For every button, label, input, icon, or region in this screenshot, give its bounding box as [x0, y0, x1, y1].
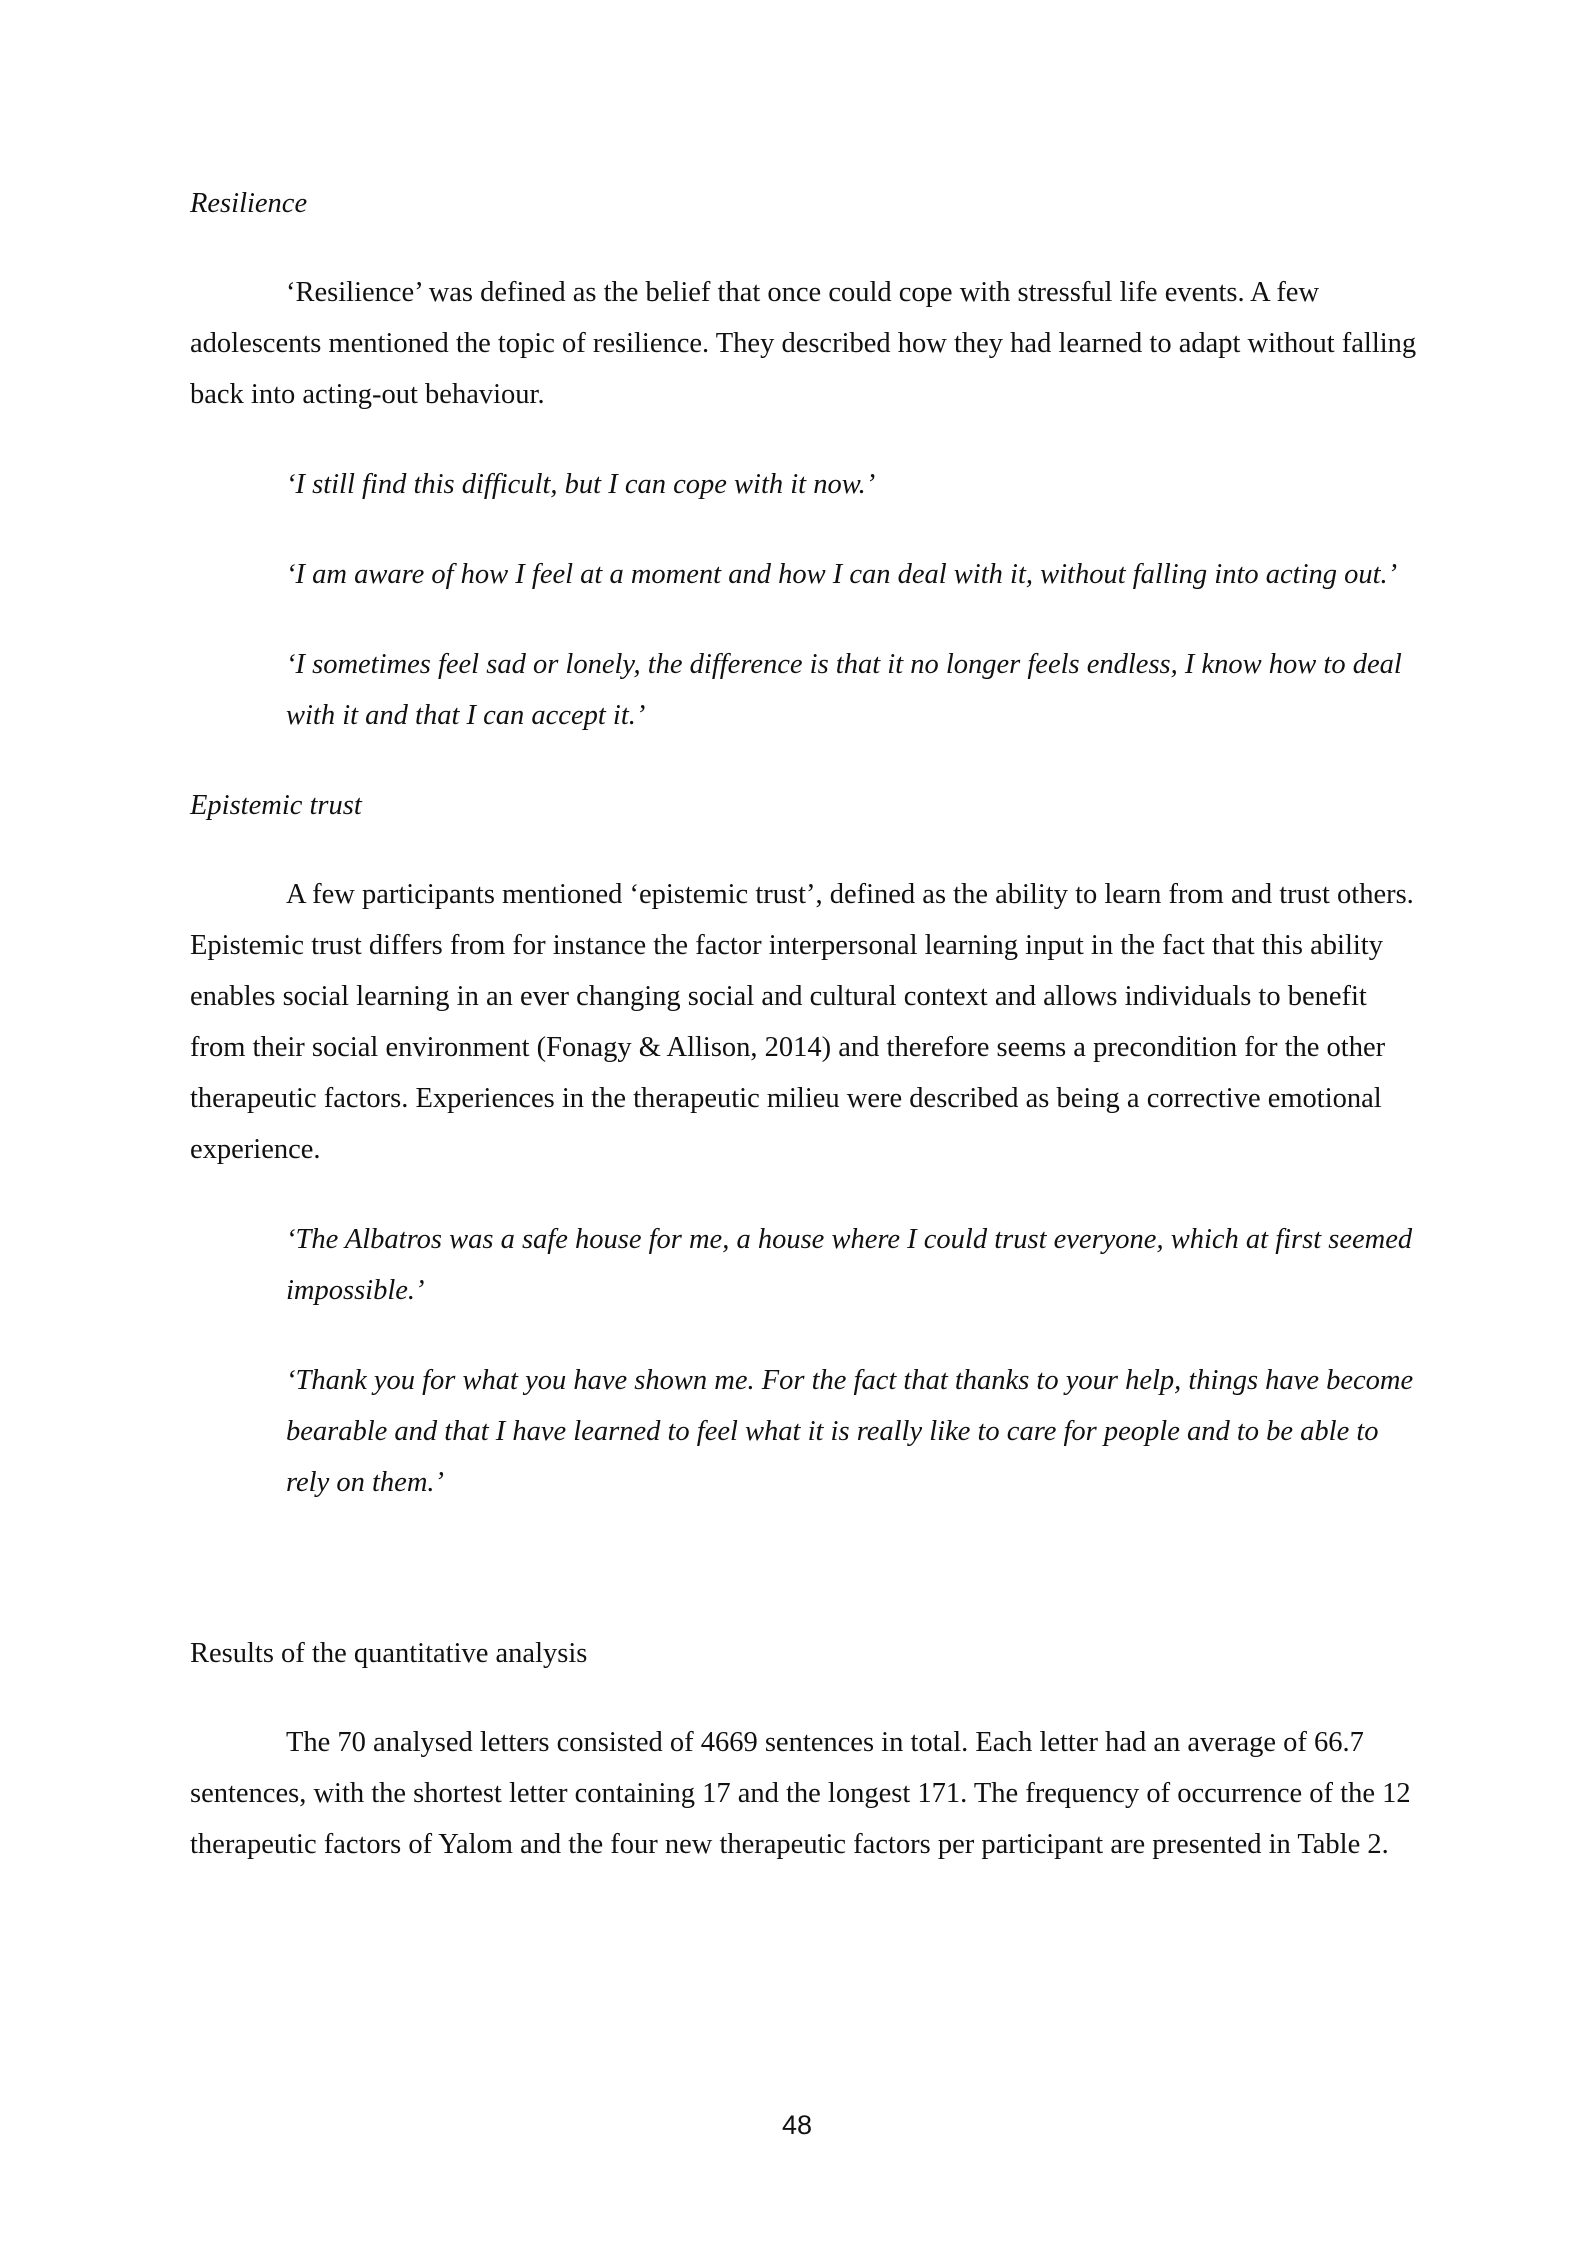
- quote-resilience-1: ‘I still find this difficult, but I can cope with it now.’: [286, 469, 876, 500]
- quote-epistemic-trust-1: ‘The Albatros was a safe house for me, a house where I could trust everyone, which at first seemed impossible.’: [286, 1224, 1413, 1306]
- paragraph-quantitative: The 70 analysed letters consisted of 4669 sentences in total. Each letter had an average of 66.7 sentences, with the shortest letter containing 17 and the longest 171. The frequency of occurrence of the 12 therapeutic factors of Yalom and the four new therapeutic factors per participant are presented in Table 2.: [190, 1727, 1411, 1860]
- quote-resilience-2: ‘I am aware of how I feel at a moment and how I can deal with it, without falling into acting out.’: [286, 559, 1398, 590]
- section-heading-resilience: Resilience: [190, 188, 308, 219]
- paragraph-epistemic-trust: A few participants mentioned ‘epistemic trust’, defined as the ability to learn from and trust others. Epistemic trust differs from for instance the factor interpersonal learning input in the fact that this ability enables social learning in an ever changing social and cultural context and allows individuals to benefit from their social environment (Fonagy & Allison, 2014) and therefore seems a precondition for the other therapeutic factors. Experiences in the therapeutic milieu were described as being a corrective emotional experience.: [190, 879, 1414, 1165]
- quote-epistemic-trust-2: ‘Thank you for what you have shown me. For the fact that thanks to your help, things have become bearable and that I have learned to feel what it is really like to care for people and to be able to rely on them.’: [286, 1365, 1414, 1498]
- page-number: 48: [781, 2110, 813, 2140]
- paragraph-resilience: ‘Resilience’ was defined as the belief that once could cope with stressful life events. A few adolescents mentioned the topic of resilience. They described how they had learned to adapt without falling back into acting-out behaviour.: [190, 277, 1417, 410]
- quote-resilience-3: ‘I sometimes feel sad or lonely, the difference is that it no longer feels endless, I know how to deal with it and that I can accept it.’: [286, 649, 1402, 731]
- section-heading-quantitative: Results of the quantitative analysis: [190, 1638, 588, 1669]
- page-body: [190, 178, 1420, 1870]
- section-heading-epistemic-trust: Epistemic trust: [190, 790, 362, 821]
